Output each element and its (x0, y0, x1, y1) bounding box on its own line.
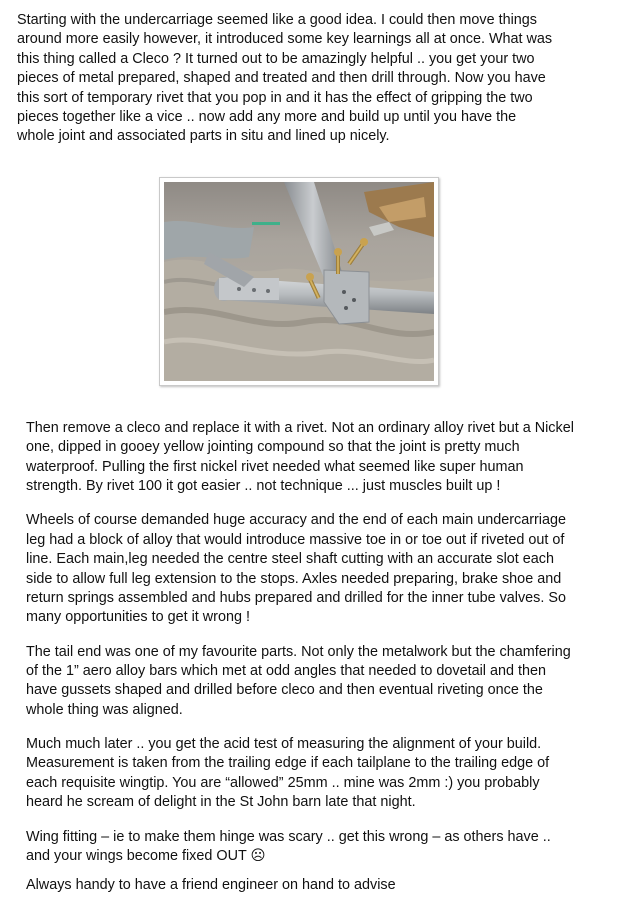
paragraph-riveting: Then remove a cleco and replace it with a rivet. Not an ordinary alloy rivet but a Nickel one, dipped in gooey yellow jointing compound so that the joint is pretty much waterproof. Pulling the first nickel rivet needed what seemed like super human strength. By rivet 100 it got easier .. not technique ... just muscles built up ! (26, 420, 574, 495)
intro-paragraph: Starting with the undercarriage seemed like a good idea. I could then move things around more easily however, it introduced some key learnings all at once. What was this thing called a Cleco ? It turned out to be amazingly helpful .. you get your two pieces of metal prepared, shaped and treated and then drill through. Now you have this sort of temporary rivet that you pop in and it has the effect of gripping the two pieces together like a vice .. now add any more and build up until you have the whole joint and associated parts in situ and lined up nicely. (17, 12, 553, 145)
article-body (26, 419, 574, 911)
paragraph-wing-fitting: Wing fitting – ie to make them hinge was scary .. get this wrong – as others have .. and your wings become fixed OUT ☹ (26, 828, 551, 864)
paragraph-friend-engineer: Always handy to have a friend engineer on hand to advise (26, 877, 396, 894)
undercarriage-photo-image (164, 182, 434, 381)
undercarriage-photo (159, 177, 439, 386)
paragraph-tail-end: The tail end was one of my favourite parts. Not only the metalwork but the chamfering of the 1” aero alloy bars which met at odd angles that needed to dovetail and then have gussets shaped and drilled before cleco and then eventual riveting once the whole thing was aligned. (26, 643, 571, 718)
paragraph-wheels: Wheels of course demanded huge accuracy and the end of each main undercarriage leg had a block of alloy that would introduce massive toe in or toe out if riveted out of line. Each main,leg needed the centre steel shaft cutting with an accurate slot each side to allow full leg extension to the stops. Axles needed preparing, brake shoe and return springs assembled and hubs prepared and drilled for the inner tube valves. So many opportunities to get it wrong ! (26, 512, 566, 626)
paragraph-alignment: Much much later .. you get the acid test of measuring the alignment of your build. Measurement is taken from the trailing edge if each tailplane to the trailing edge of each requisite wingtip. You are “allowed” 25mm .. mine was 2mm :) you probably heard he scream of delight in the St John barn late that night. (26, 736, 550, 811)
